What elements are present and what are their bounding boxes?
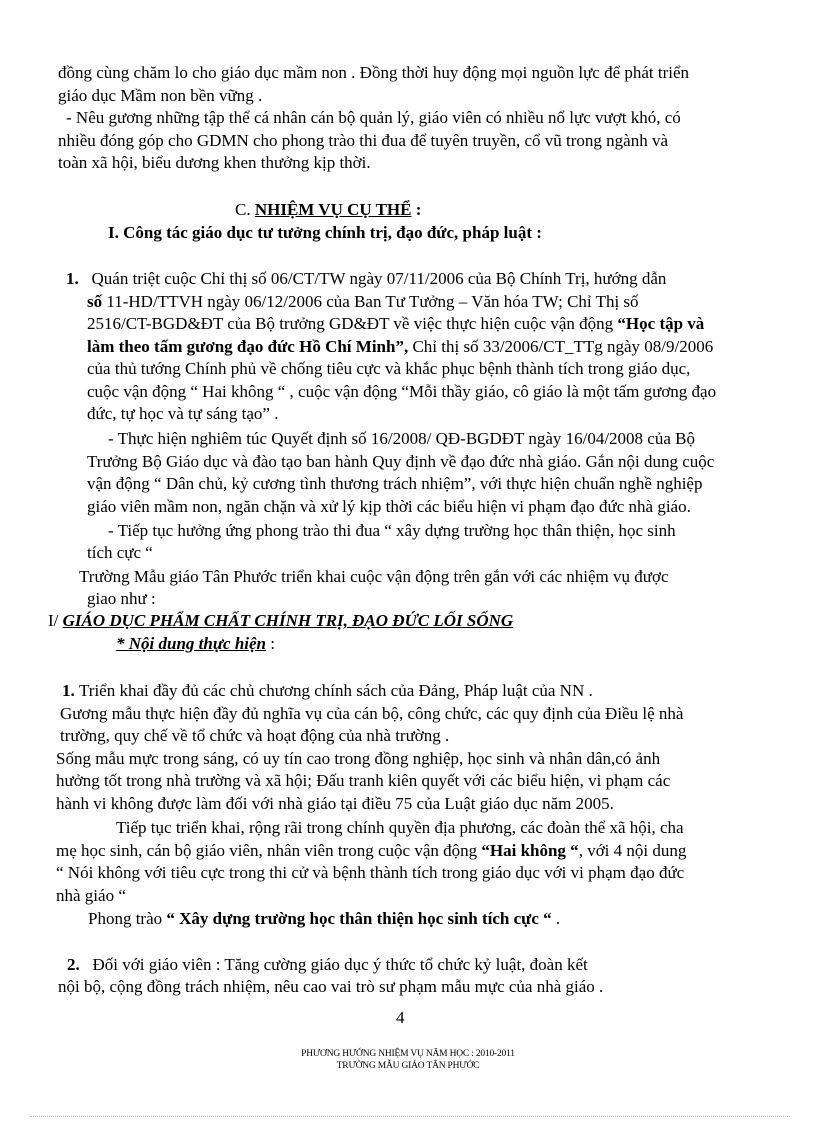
para-c-line-2: giao như : — [87, 589, 156, 608]
para-d-hai-khong: “Hai không “ — [481, 841, 579, 860]
item1-so: số — [87, 292, 103, 311]
item-n1-line-6: hành vi không được làm đối với nhà giáo tại điều 75 của Luật giáo dục năm 2005. — [56, 794, 614, 813]
para-d-line-4: nhà giáo “ — [56, 886, 126, 905]
heading-i: I. Công tác giáo dục tư tưởng chính trị, đạo đức, pháp luật : — [108, 223, 542, 242]
item1-line-4 — [87, 336, 713, 358]
item-n1-line-5: hưởng tốt trong nhà trường và xã hội; Đấu tranh kiên quyết với các biểu hiện, vi phạm các — [56, 771, 671, 790]
section-1-title: GIÁO DỤC PHẨM CHẤT CHÍNH TRỊ, ĐẠO ĐỨC LỐI SỐNG — [62, 611, 514, 630]
phong-trao-title: “ Xây dựng trường học thân thiện học sinh tích cực “ — [166, 909, 552, 928]
footer-line-2: TRƯỜNG MẪU GIÁO TÂN PHƯỚC — [336, 1061, 480, 1071]
section-c-title: NHIỆM VỤ CỤ THỂ — [254, 200, 412, 219]
para-a-line-2: Trưởng Bộ Giáo dục và đào tạo ban hành Quy định về đạo đức nhà giáo. Gắn nội dung cuộc — [87, 452, 715, 471]
item1-line-1 — [66, 268, 666, 290]
item-n1-line-3: trường, quy chế về tổ chức và hoạt động của nhà trường . — [60, 726, 450, 745]
para-d-text-2c: , với 4 nội dung — [578, 841, 687, 860]
intro-line-1: đồng cùng chăm lo cho giáo dục mầm non . Đồng thời huy động mọi nguồn lực để phát triển — [58, 63, 690, 82]
item1-text-1: Quán triệt cuộc Chỉ thị số 06/CT/TW ngày 07/11/2006 của Bộ Chính Trị, hướng dẫn — [91, 269, 667, 288]
para-d-text-2a: mẹ học sinh, cán bộ giáo viên, nhân viên trong cuộc vận động — [56, 841, 482, 860]
section-1-heading — [48, 610, 513, 632]
intro-line-4: nhiều đóng góp cho GDMN cho phong trào thi đua để tuyên truyền, cổ vũ trong ngành và — [58, 131, 668, 150]
item1-text-2: 11-HD/TTVH ngày 06/12/2006 của Ban Tư Tưởng – Văn hóa TW; Chỉ Thị số — [102, 292, 639, 311]
bottom-dotted-divider — [30, 1116, 790, 1117]
para-b-line-2: tích cực “ — [87, 543, 153, 562]
item1-campaign-a: “Học tập và — [617, 314, 705, 333]
para-a-line-1: - Thực hiện nghiêm túc Quyết định số 16/2008/ QĐ-BGDĐT ngày 16/04/2008 của Bộ — [108, 429, 695, 448]
section-c-suffix: : — [411, 200, 422, 219]
item1-text-3: 2516/CT-BGD&ĐT của Bộ trưởng GD&ĐT về việc thực hiện cuộc vận động — [87, 314, 618, 333]
noi-dung-title: * Nội dung thực hiện — [116, 634, 266, 653]
noi-dung-heading — [116, 633, 275, 655]
item1-text-4: Chỉ thị số 33/2006/CT_TTg ngày 08/9/2006 — [408, 337, 714, 356]
item1-campaign-b: làm theo tấm gương đạo đức Hồ Chí Minh”, — [87, 337, 409, 356]
para-c-line-1: Trường Mẫu giáo Tân Phước triển khai cuộc vận động trên gắn với các nhiệm vụ được — [79, 567, 669, 586]
section-c-heading — [235, 199, 421, 221]
item1-line-7: đức, tự học và tự sáng tạo” . — [87, 404, 279, 423]
item-n1-text-1: Triển khai đầy đủ các chủ chương chính sách của Đảng, Pháp luật của NN . — [79, 681, 593, 700]
item-n2-line-2: nội bộ, cộng đồng trách nhiệm, nêu cao vai trò sư phạm mẫu mực của nhà giáo . — [58, 977, 604, 996]
para-a-line-4: giáo viên mầm non, ngăn chặn và xử lý kịp thời các biểu hiện vi phạm đạo đức nhà giáo. — [87, 497, 691, 516]
section-c-prefix: C. — [235, 200, 255, 219]
item1-line-3 — [87, 313, 704, 335]
phong-trao-label: Phong trào — [88, 909, 167, 928]
noi-dung-suffix: : — [266, 634, 275, 653]
para-d-line-3: “ Nói không với tiêu cực trong thi cử và bệnh thành tích trong giáo dục với vi phạm đạo đức — [56, 863, 685, 882]
phong-trao-line — [88, 908, 560, 930]
para-d-line-2 — [56, 840, 686, 862]
footer-line-1: PHƯƠNG HƯỚNG NHIỆM VỤ NĂM HỌC : 2010-2011 — [301, 1049, 515, 1059]
para-b-line-1: - Tiếp tục hưởng ứng phong trào thi đua “ xây dựng trường học thân thiện, học sinh — [108, 521, 676, 540]
item1-number: 1. — [66, 269, 79, 288]
item1-line-2 — [87, 291, 639, 313]
phong-trao-end: . — [551, 909, 561, 928]
section-1-prefix: I/ — [48, 611, 63, 630]
intro-line-2: giáo dục Mầm non bền vững . — [58, 86, 263, 105]
item-n1-line-4: Sống mẫu mực trong sáng, có uy tín cao trong đồng nghiệp, học sinh và nhân dân,có ảnh — [56, 749, 661, 768]
item1-line-5: của thủ tướng Chính phủ về chống tiêu cực và khắc phục bệnh thành tích trong giáo dục, — [87, 359, 691, 378]
item1-line-6: cuộc vận động “ Hai không “ , cuộc vận động “Mỗi thầy giáo, cô giáo là một tấm gương đạo — [87, 382, 717, 401]
intro-line-5: toàn xã hội, biểu dương khen thưởng kịp thời. — [58, 153, 371, 172]
item-n1-line-2: Gương mẫu thực hiện đầy đủ nghĩa vụ của cán bộ, công chức, các quy định của Điều lệ nhà — [60, 704, 684, 723]
intro-line-3: - Nêu gương những tập thể cá nhân cán bộ quản lý, giáo viên có nhiều nổ lực vượt khó, có — [66, 108, 681, 127]
item-n2-number: 2. — [67, 955, 80, 974]
page-number: 4 — [396, 1008, 405, 1027]
item-n2-line-1 — [67, 954, 588, 976]
para-d-line-1: Tiếp tục triển khai, rộng rãi trong chính quyền địa phương, các đoàn thể xã hội, cha — [116, 818, 684, 837]
item-n1-line-1 — [62, 680, 593, 702]
item-n1-number: 1. — [62, 681, 75, 700]
item-n2-text-1: Đối với giáo viên : Tăng cường giáo dục ý thức tổ chức kỷ luật, đoàn kết — [92, 955, 588, 974]
para-a-line-3: vận động “ Dân chủ, kỷ cương tình thương trách nhiệm”, với thực hiện chuẩn nghề nghiệp — [87, 474, 703, 493]
